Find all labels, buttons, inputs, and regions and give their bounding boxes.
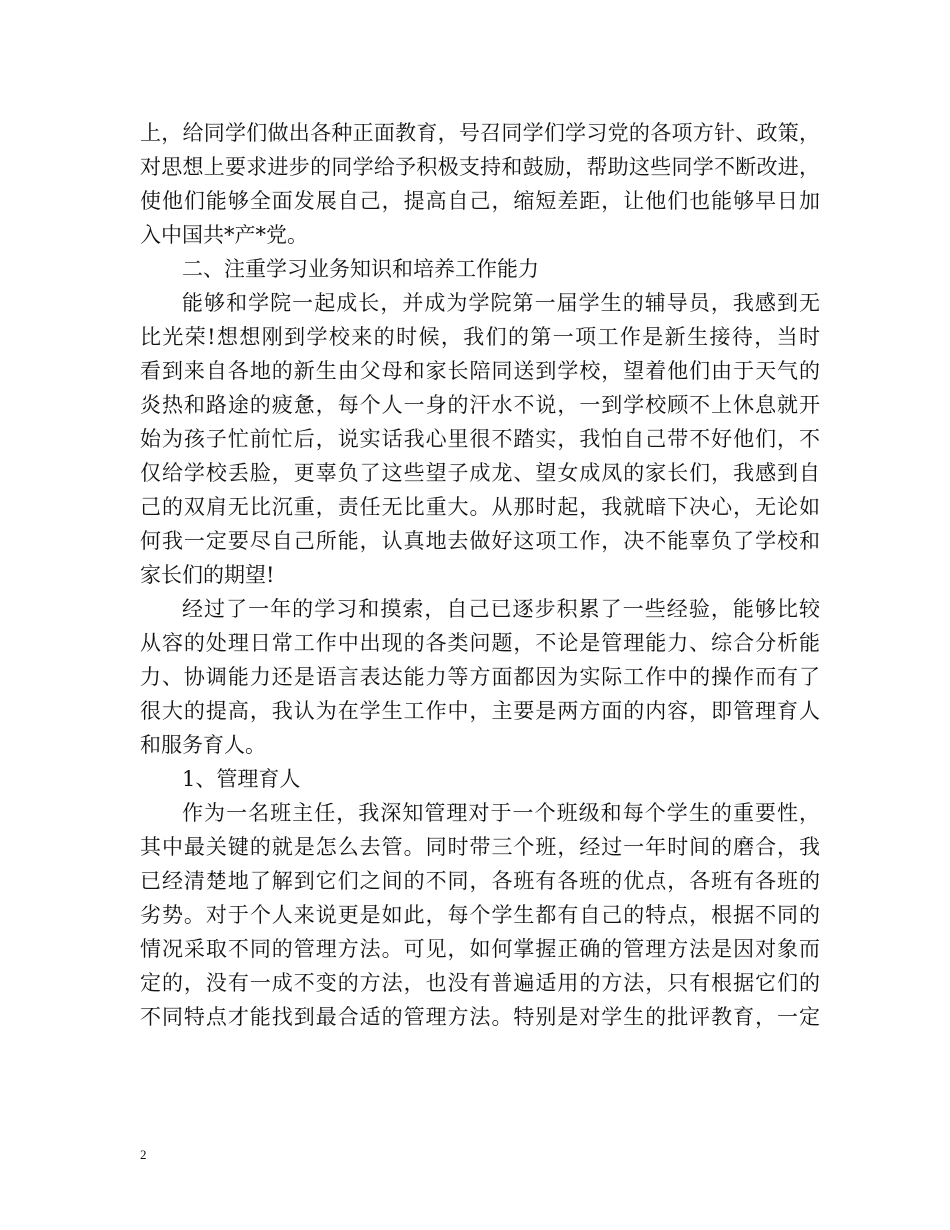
text-line: 很大的提高，我认为在学生工作中，主要是两方面的内容，即管理育人 bbox=[140, 699, 820, 723]
text-line: 其中最关键的就是怎么去管。同时带三个班，经过一年时间的磨合，我 bbox=[140, 835, 820, 859]
text-line: 比光荣!想想刚到学校来的时候，我们的第一项工作是新生接待，当时 bbox=[140, 325, 820, 349]
section-heading: 二、注重学习业务知识和培养工作能力 bbox=[182, 257, 539, 281]
text-line: 从容的处理日常工作中出现的各类问题，不论是管理能力、综合分析能 bbox=[140, 631, 820, 655]
text-line: 始为孩子忙前忙后，说实话我心里很不踏实，我怕自己带不好他们，不 bbox=[140, 427, 820, 451]
text-line: 炎热和路途的疲惫，每个人一身的汗水不说，一到学校顾不上休息就开 bbox=[140, 393, 820, 417]
page-number: 2 bbox=[140, 1147, 147, 1162]
text-line: 定的，没有一成不变的方法，也没有普遍适用的方法，只有根据它们的 bbox=[140, 971, 820, 995]
text-line: 己的双肩无比沉重，责任无比重大。从那时起，我就暗下决心，无论如 bbox=[140, 495, 820, 519]
text-line: 能够和学院一起成长，并成为学院第一届学生的辅导员，我感到无 bbox=[182, 291, 820, 315]
text-line: 不同特点才能找到最合适的管理方法。特别是对学生的批评教育，一定 bbox=[140, 1005, 820, 1029]
text-line: 家长们的期望! bbox=[140, 563, 275, 587]
text-line: 和服务育人。 bbox=[140, 733, 266, 757]
text-line: 情况采取不同的管理方法。可见，如何掌握正确的管理方法是因对象而 bbox=[140, 937, 820, 961]
text-line: 使他们能够全面发展自己，提高自己，缩短差距，让他们也能够早日加 bbox=[140, 189, 820, 213]
text-line: 何我一定要尽自己所能，认真地去做好这项工作，决不能辜负了学校和 bbox=[140, 529, 820, 553]
text-line: 经过了一年的学习和摸索，自己已逐步积累了一些经验，能够比较 bbox=[182, 597, 820, 621]
text-line: 劣势。对于个人来说更是如此，每个学生都有自己的特点，根据不同的 bbox=[140, 903, 820, 927]
text-line: 已经清楚地了解到它们之间的不同，各班有各班的优点，各班有各班的 bbox=[140, 869, 820, 893]
subsection-heading: 1、管理育人 bbox=[182, 767, 301, 791]
text-line: 仅给学校丢脸，更辜负了这些望子成龙、望女成凤的家长们，我感到自 bbox=[140, 461, 820, 485]
text-line: 入中国共*产*党。 bbox=[140, 223, 308, 247]
text-line: 上，给同学们做出各种正面教育，号召同学们学习党的各项方针、政策， bbox=[140, 121, 820, 145]
text-line: 作为一名班主任，我深知管理对于一个班级和每个学生的重要性， bbox=[182, 801, 820, 825]
text-line: 力、协调能力还是语言表达能力等方面都因为实际工作中的操作而有了 bbox=[140, 665, 820, 689]
text-line: 看到来自各地的新生由父母和家长陪同送到学校，望着他们由于天气的 bbox=[140, 359, 820, 383]
text-line: 对思想上要求进步的同学给予积极支持和鼓励，帮助这些同学不断改进， bbox=[140, 155, 820, 179]
